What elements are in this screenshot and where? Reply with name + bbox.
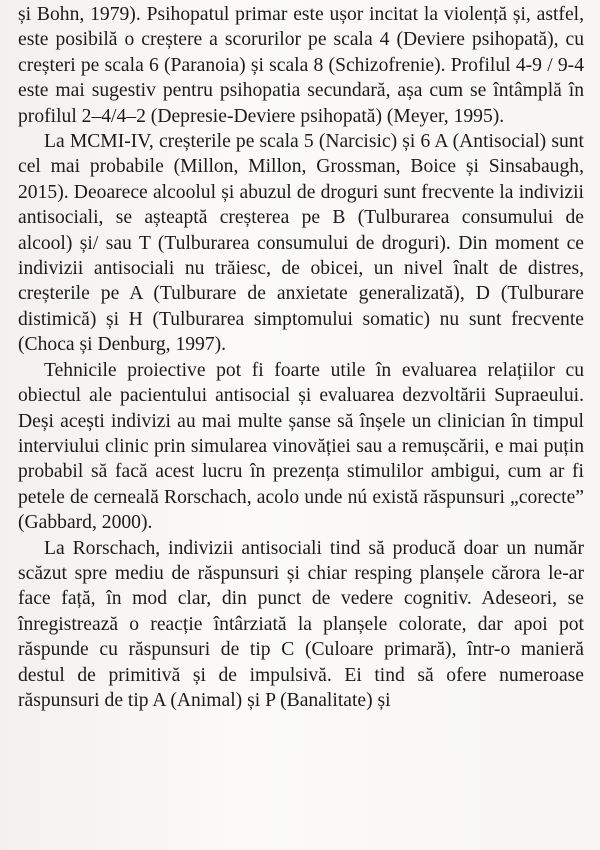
paragraph-projective-techniques: Tehnicile proiective pot fi foarte utile în evaluarea relațiilor cu obiectul ale pacientului antisocial și evaluarea dezvoltării Supraeului. Deși acești indivizi au mai multe șanse să înșele un clinician în timpul interviului clinic prin simularea vinovăției sau a remușcării, e mai puțin probabil să facă acest lucru în prezența stimulilor ambigui, cum ar fi petele de cerneală Rorschach, acolo unde nú există răspunsuri „corecte” (Gabbard, 2000). xyxy=(18,359,584,534)
paragraph-rorschach: La Rorschach, indivizii antisociali tind să producă doar un număr scăzut spre mediu de răspunsuri și chiar resping planșele cărora le-ar face față, în mod clar, din punct de vedere cognitiv. Adeseori, se înregistrează o reacție întârziată la planșele colorate, dar apoi pot răspunde cu răspunsuri de tip C (Culoare primară), într-o manieră destul de primitivă și de impulsivă. Ei tind să ofere numeroase răspunsuri de tip A (Animal) și P (Banalitate) și xyxy=(18,537,584,711)
paragraph-mcmi-iv: La MCMI-IV, creșterile pe scala 5 (Narcisic) și 6 A (Antisocial) sunt cel mai probabile (Millon, Millon, Grossman, Boice și Sinsabaugh, 2015). Deoarece alcoolul și abuzul de droguri sunt frecvente la indivizii antisociali, se așteaptă creșterea pe B (Tulburarea consumului de alcool) și/ sau T (Tulburarea consumului de droguri). Din moment ce indivizii antisociali nu trăiesc, de obicei, un nivel înalt de distres, creșterile pe A (Tulburare de anxietate generalizată), D (Tulburare distimică) și H (Tulburarea simptomului somatic) nu sunt frecvente (Choca și Denburg, 1997). xyxy=(18,131,584,356)
paragraph-mmpi-profiles: și Bohn, 1979). Psihopatul primar este ușor incitat la violență și, astfel, este posibilă o creștere a scorurilor pe scala 4 (Deviere psihopată), cu creșteri pe scala 6 (Paranoia) și scala 8 (Schizofrenie). Profilul 4-9 / 9-4 este mai sugestiv pentru psihopatia secundară, așa cum se întâmplă în profilul 2–4/4–2 (Depresie-Deviere psihopată) (Meyer, 1995). xyxy=(18,4,584,127)
body-text xyxy=(18,2,584,713)
